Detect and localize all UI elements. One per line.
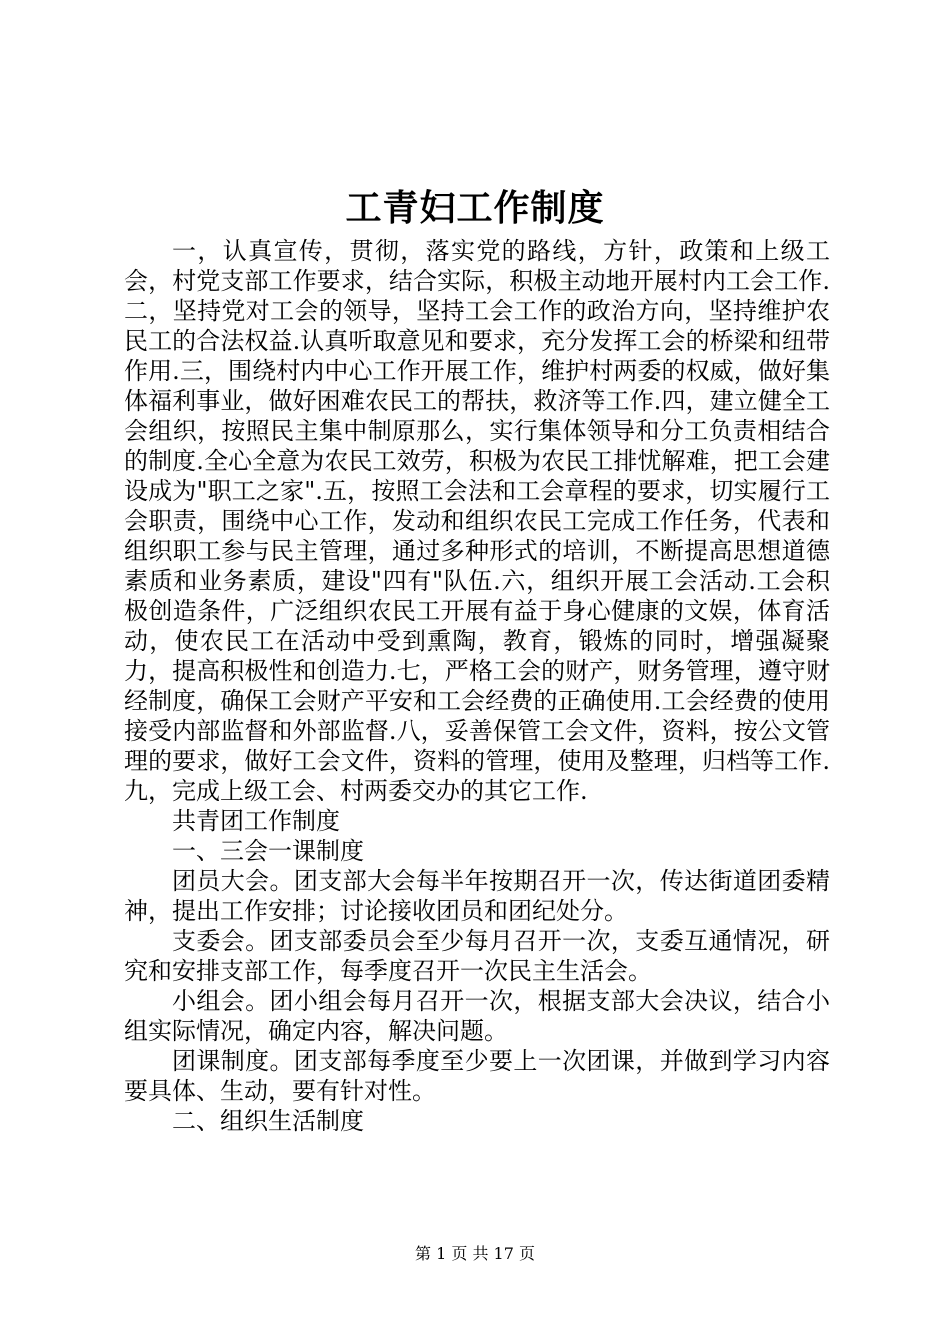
paragraph-league-class: 团课制度。团支部每季度至少要上一次团课，并做到学习内容要具体、生动，要有针对性。 xyxy=(124,1047,830,1105)
paragraph-union-rules: 一，认真宣传，贯彻，落实党的路线，方针，政策和上级工会，村党支部工作要求，结合实际，积极主动地开展村内工会工作.二，坚持党对工会的领导，坚持工会工作的政治方向，坚持维护农民工的合法权益.认真听取意见和要求，充分发挥工会的桥梁和纽带作用.三，围绕村内中心工作开展工作，维护村两委的权威，做好集体福利事业，做好困难农民工的帮扶，救济等工作.四，建立健全工会组织，按照民主集中制原那么，实行集体领导和分工负责相结合的制度.全心全意为农民工效劳，积极为农民工排忧解难，把工会建设成为"职工之家".五，按照工会法和工会章程的要求，切实履行工会职责，围绕中心工作，发动和组织农民工完成工作任务，代表和组织职工参与民主管理，通过多种形式的培训，不断提高思想道德素质和业务素质，建设"四有"队伍.六，组织开展工会活动.工会积极创造条件，广泛组织农民工开展有益于身心健康的文娱，体育活动，使农民工在活动中受到熏陶，教育，锻炼的同时，增强凝聚力，提高积极性和创造力.七，严格工会的财产，财务管理，遵守财经制度，确保工会财产平安和工会经费的正确使用.工会经费的使用接受内部监督和外部监督.八，妥善保管工会文件，资料，按公文管理的要求，做好工会文件，资料的管理，使用及整理，归档等工作.九，完成上级工会、村两委交办的其它工作. xyxy=(124,237,830,805)
heading-three-meetings: 一、三会一课制度 xyxy=(172,837,364,865)
page-footer xyxy=(0,1244,950,1264)
heading-youth-league-rules: 共青团工作制度 xyxy=(172,807,340,835)
paragraph-group-meeting: 小组会。团小组会每月召开一次，根据支部大会决议，结合小组实际情况，确定内容，解决问题。 xyxy=(124,987,830,1045)
paragraph-member-assembly: 团员大会。团支部大会每半年按期召开一次，传达街道团委精神，提出工作安排；讨论接收团员和团纪处分。 xyxy=(124,867,830,925)
page-number: 第 1 页 共 17 页 xyxy=(415,1244,535,1263)
document-title: 工青妇工作制度 xyxy=(345,187,605,229)
document-body xyxy=(124,236,830,1136)
paragraph-committee-meeting: 支委会。团支部委员会至少每月召开一次，支委互通情况，研究和安排支部工作，每季度召开一次民主生活会。 xyxy=(124,927,830,985)
heading-organization-life: 二、组织生活制度 xyxy=(172,1107,364,1135)
